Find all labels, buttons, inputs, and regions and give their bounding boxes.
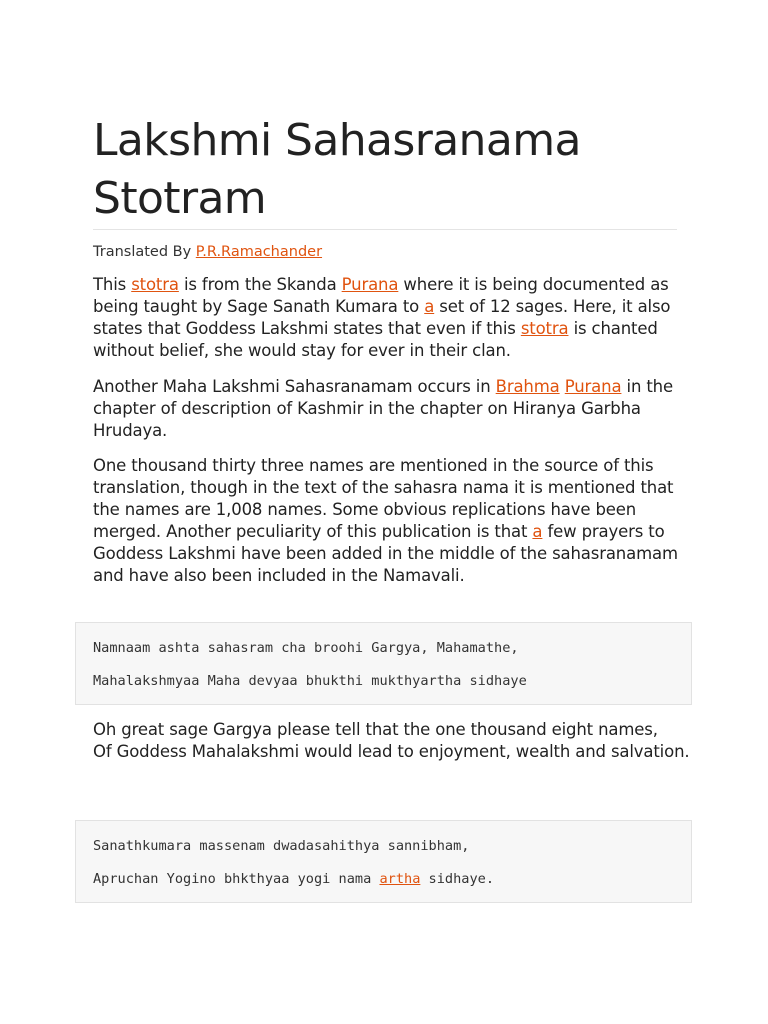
p1-text-4: set of 12 sages. Here, it also states that Goddess Lakshmi states that even if this: [93, 297, 671, 338]
verse-1-line-2: Mahalakshmyaa Maha devyaa bhukthi mukthyartha sidhaye: [93, 673, 527, 689]
verse-2-line-2: [93, 870, 494, 888]
page-title: [93, 112, 683, 228]
purana-link-2[interactable]: Purana: [564, 377, 622, 396]
byline: [93, 242, 322, 262]
p3-text-1: One thousand thirty three names are mentioned in the source of this translation, though in the text of the sahasra nama it is mentioned that the names are 1,008 names. Some obvious replications have been merged. Another peculiarity of this publication is that: [93, 456, 674, 541]
translation-1-line-1: Oh great sage Gargya please tell that the one thousand eight names,: [93, 720, 658, 739]
p1-text-2: is from the Skanda: [178, 275, 342, 294]
author-link[interactable]: P.R.Ramachander: [195, 244, 323, 260]
title-divider: [93, 229, 677, 230]
paragraph-3: [93, 455, 693, 587]
byline-prefix: Translated By: [93, 244, 196, 260]
translation-1: [93, 719, 693, 763]
paragraph-1: [93, 274, 693, 362]
verse-1-line-1: Namnaam ashta sahasram cha broohi Gargya, Mahamathe,: [93, 640, 519, 656]
p2-text-1: Another Maha Lakshmi Sahasranamam occurs in: [93, 377, 496, 396]
verse-block-2: [75, 820, 692, 903]
stotra-link-1[interactable]: stotra: [131, 275, 179, 294]
paragraph-2: [93, 376, 693, 442]
p1-text-5: is chanted without belief, she would stay for ever in their clan.: [93, 319, 658, 360]
purana-link-1[interactable]: Purana: [341, 275, 399, 294]
a-link-1[interactable]: a: [424, 297, 435, 316]
stotra-link-2[interactable]: stotra: [520, 319, 569, 338]
verse-2-line-2-text-1: Apruchan Yogino bhkthyaa yogi nama: [93, 871, 380, 887]
title-line-1: Lakshmi Sahasranama: [93, 115, 581, 166]
verse-2-line-2-text-2: sidhaye.: [420, 871, 495, 887]
translation-1-line-2: Of Goddess Mahalakshmi would lead to enjoyment, wealth and salvation.: [93, 742, 690, 761]
p3-text-2: few prayers to Goddess Lakshmi have been added in the middle of the sahasranamam and have also been included in the Namavali.: [93, 522, 678, 585]
p1-text-3: where it is being documented as being taught by Sage Sanath Kumara to: [93, 275, 669, 316]
verse-2-line-1: Sanathkumara massenam dwadasahithya sannibham,: [93, 838, 470, 854]
artha-link[interactable]: artha: [379, 871, 421, 887]
p1-text-1: This: [93, 275, 132, 294]
verse-block-1: [75, 622, 692, 705]
a-link-2[interactable]: a: [532, 522, 543, 541]
p2-text-3: in the chapter of description of Kashmir in the chapter on Hiranya Garbha Hrudaya.: [93, 377, 673, 440]
brahma-link[interactable]: Brahma: [495, 377, 560, 396]
title-line-2: Stotram: [93, 173, 267, 224]
